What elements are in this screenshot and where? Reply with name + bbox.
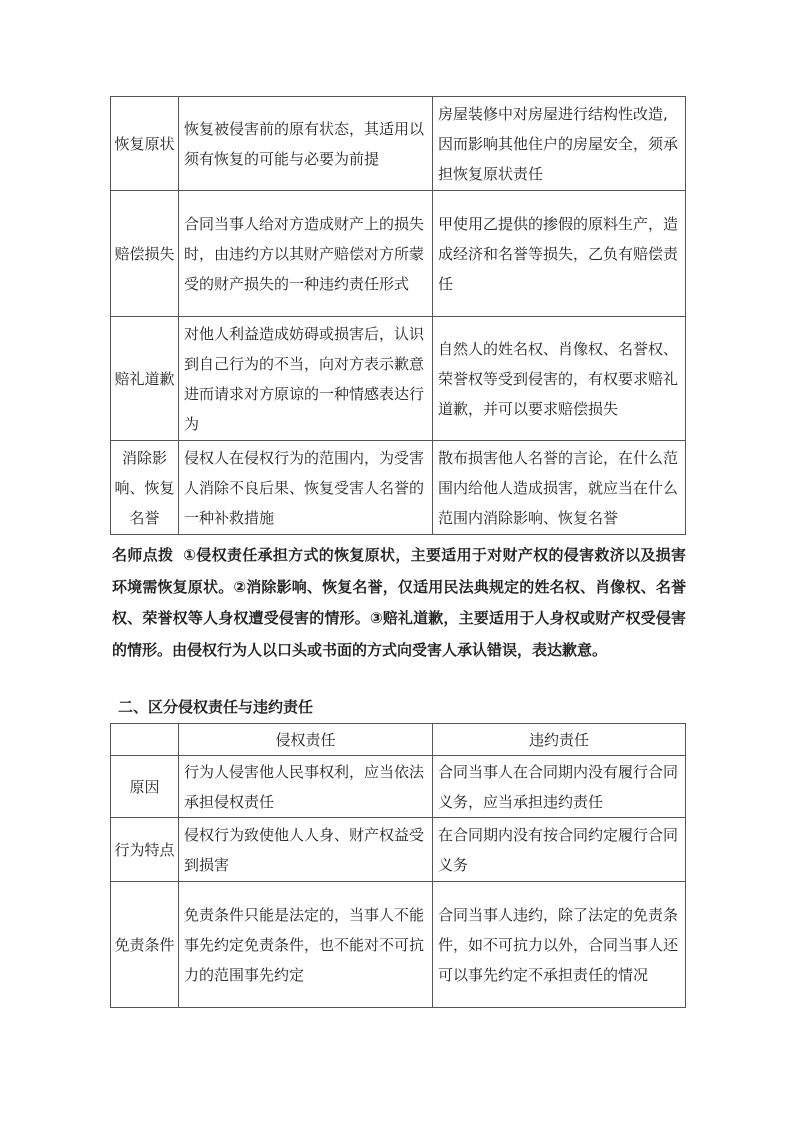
- row-tort: 行为人侵害他人民事权利，应当依法承担侵权责任: [179, 756, 433, 818]
- row-key: 免责条件: [111, 882, 179, 1008]
- row-description: 恢复被侵害前的原有状态，其适用以须有恢复的可能与必要为前提: [179, 97, 433, 191]
- table-row: [111, 191, 686, 317]
- row-tort: 侵权行为致使他人人身、财产权益受到损害: [179, 818, 433, 882]
- table-row: [111, 441, 686, 535]
- row-example: 自然人的姓名权、肖像权、名誉权、荣誉权等受到侵害的，有权要求赔礼道歉，并可以要求赔偿损失: [433, 317, 686, 441]
- row-breach: 合同当事人违约，除了法定的免责条件，如不可抗力以外，合同当事人还可以事先约定不承担责任的情况: [433, 882, 686, 1008]
- row-example: 散布损害他人名誉的言论，在什么范围内给他人造成损害，就应当在什么范围内消除影响、恢复名誉: [433, 441, 686, 535]
- row-key: 恢复原状: [111, 97, 179, 191]
- table-header-row: [111, 724, 686, 756]
- table-row: [111, 97, 686, 191]
- row-breach: 在合同期内没有按合同约定履行合同义务: [433, 818, 686, 882]
- table-row: [111, 818, 686, 882]
- table-row: [111, 756, 686, 818]
- row-example: 房屋装修中对房屋进行结构性改造,因而影响其他住户的房屋安全，须承担恢复原状责任: [433, 97, 686, 191]
- header-cell-tort: 侵权责任: [179, 724, 433, 756]
- row-breach: 合同当事人在合同期内没有履行合同义务，应当承担违约责任: [433, 756, 686, 818]
- liability-methods-table: [110, 96, 686, 535]
- row-key: 行为特点: [111, 818, 179, 882]
- teacher-tip-label: 名师点拨: [112, 546, 174, 564]
- row-key: 赔礼道歉: [111, 317, 179, 441]
- row-tort: 免责条件只能是法定的，当事人不能事先约定免责条件，也不能对不可抗力的范围事先约定: [179, 882, 433, 1008]
- row-description: 对他人利益造成妨碍或损害后，认识到自己行为的不当，向对方表示歉意进而请求对方原谅的一种情感表达行为: [179, 317, 433, 441]
- section-title: 二、区分侵权责任与违约责任: [118, 698, 314, 716]
- table-row: [111, 317, 686, 441]
- row-key: 原因: [111, 756, 179, 818]
- row-example: 甲使用乙提供的掺假的原料生产，造成经济和名誉等损失，乙负有赔偿责任: [433, 191, 686, 317]
- header-cell-blank: [111, 724, 179, 756]
- teacher-tip: [112, 540, 686, 666]
- row-description: 侵权人在侵权行为的范围内，为受害人消除不良后果、恢复受害人名誉的一种补救措施: [179, 441, 433, 535]
- row-description: 合同当事人给对方造成财产上的损失时，由违约方以其财产赔偿对方所蒙受的财产损失的一种违约责任形式: [179, 191, 433, 317]
- table-row: [111, 882, 686, 1008]
- row-key: 消除影响、恢复名誉: [111, 441, 179, 535]
- tort-vs-breach-table: [110, 723, 686, 1008]
- row-key: 赔偿损失: [111, 191, 179, 317]
- header-cell-breach: 违约责任: [433, 724, 686, 756]
- teacher-tip-text: ①侵权责任承担方式的恢复原状，主要适用于对财产权的侵害救济以及损害环境需恢复原状。②消除影响、恢复名誉，仅适用民法典规定的姓名权、肖像权、名誉权、荣誉权等人身权遭受侵害的情形。③赔礼道歉，主要适用于人身权或财产权受侵害的情形。由侵权行为人以口头或书面的方式向受害人承认错误，表达歉意。: [112, 546, 686, 659]
